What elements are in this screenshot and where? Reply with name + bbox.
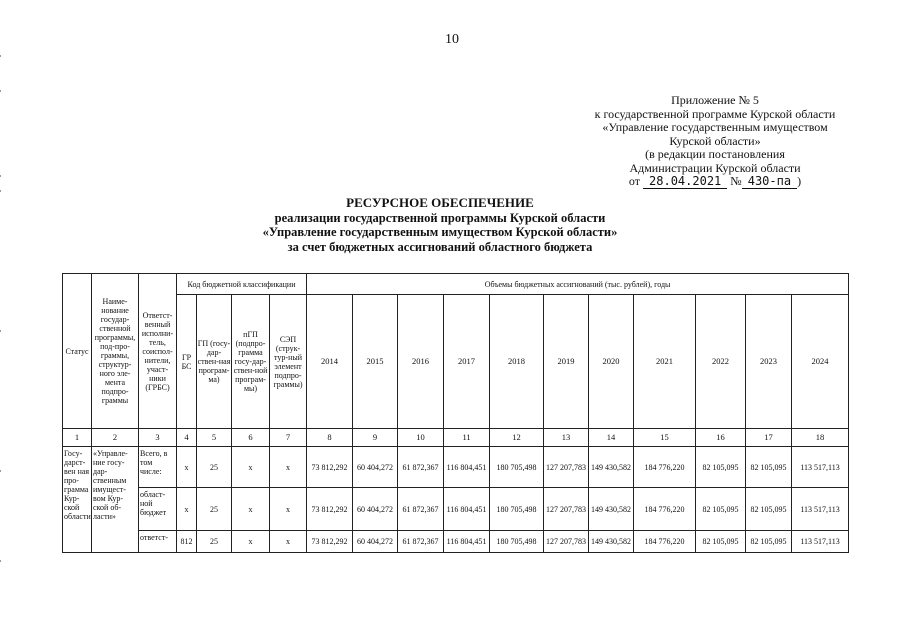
row-grbs: x <box>177 447 197 488</box>
row-value: 60 404,272 <box>353 531 398 553</box>
column-number: 7 <box>270 429 307 447</box>
row-gp: 25 <box>197 531 232 553</box>
header-pgp: пГП (подпро-грамма госу-дар-ствен-ной програм-мы) <box>232 295 270 429</box>
row-value: 180 705,498 <box>490 531 544 553</box>
appendix-line: Курской области» <box>669 133 761 148</box>
row-responsible: ответст- <box>139 531 177 553</box>
column-number: 3 <box>139 429 177 447</box>
page-number: 10 <box>445 32 459 47</box>
row-value: 61 872,367 <box>398 488 444 531</box>
header-year: 2021 <box>634 295 696 429</box>
header-year: 2015 <box>353 295 398 429</box>
row-value: 82 105,095 <box>746 488 792 531</box>
appendix-line: Приложение № 5 <box>671 93 759 107</box>
row-sep: x <box>270 447 307 488</box>
row-value: 73 812,292 <box>307 531 353 553</box>
row-value: 180 705,498 <box>490 488 544 531</box>
row-value: 60 404,272 <box>353 488 398 531</box>
row-value: 82 105,095 <box>696 447 746 488</box>
close-paren: ) <box>797 174 802 188</box>
appendix-line: (в редакции постановления <box>645 147 785 161</box>
header-year: 2019 <box>544 295 589 429</box>
row-value: 82 105,095 <box>746 447 792 488</box>
row-value: 82 105,095 <box>696 488 746 531</box>
row-pgp: x <box>232 531 270 553</box>
column-number: 16 <box>696 429 746 447</box>
row-value: 113 517,113 <box>792 447 849 488</box>
header-year: 2016 <box>398 295 444 429</box>
header-gp: ГП (госу-дар-ствен-ная програм-ма) <box>197 295 232 429</box>
row-grbs: 812 <box>177 531 197 553</box>
row-value: 184 776,220 <box>634 488 696 531</box>
appendix-line: «Управление государственным имуществом <box>602 120 828 134</box>
row-pgp: x <box>232 488 270 531</box>
header-status: Статус <box>63 274 92 429</box>
row-value: 116 804,451 <box>444 531 490 553</box>
column-number: 11 <box>444 429 490 447</box>
row-value: 116 804,451 <box>444 447 490 488</box>
column-number: 5 <box>197 429 232 447</box>
row-value: 149 430,582 <box>589 531 634 553</box>
row-responsible: област-ной бюджет <box>139 488 177 531</box>
row-gp: 25 <box>197 488 232 531</box>
column-number: 2 <box>92 429 139 447</box>
row-value: 149 430,582 <box>589 447 634 488</box>
title-main: РЕСУРСНОЕ ОБЕСПЕЧЕНИЕ <box>346 195 534 210</box>
table-row <box>63 447 849 488</box>
row-value: 113 517,113 <box>792 488 849 531</box>
header-sep: СЭП (струк-тур-ный элемент подпро-граммы) <box>270 295 307 429</box>
appendix-line: Администрации Курской области <box>629 160 801 175</box>
row-value: 127 207,783 <box>544 488 589 531</box>
resolution-date: 28.04.2021 <box>643 174 727 189</box>
row-status: Госу-дарст-вен ная про-грамма Кур-ской области <box>63 447 92 553</box>
row-grbs: x <box>177 488 197 531</box>
row-sep: x <box>270 531 307 553</box>
row-pgp: x <box>232 447 270 488</box>
header-code-group: Код бюджетной классификации <box>177 274 307 295</box>
page-edge-marks <box>0 0 2 640</box>
header-year: 2018 <box>490 295 544 429</box>
row-value: 73 812,292 <box>307 488 353 531</box>
appendix-date-line <box>560 175 870 189</box>
resource-table <box>62 273 849 553</box>
row-value: 113 517,113 <box>792 531 849 553</box>
column-number: 12 <box>490 429 544 447</box>
table-row <box>63 531 849 553</box>
column-number: 14 <box>589 429 634 447</box>
row-value: 127 207,783 <box>544 531 589 553</box>
header-year: 2024 <box>792 295 849 429</box>
row-value: 61 872,367 <box>398 531 444 553</box>
column-number: 9 <box>353 429 398 447</box>
header-year: 2023 <box>746 295 792 429</box>
row-value: 180 705,498 <box>490 447 544 488</box>
header-volumes-group: Объемы бюджетных ассигнований (тыс. рублей), годы <box>307 274 849 295</box>
column-number: 15 <box>634 429 696 447</box>
title-line: «Управление государственным имуществом Курской области» <box>262 225 618 239</box>
header-year: 2020 <box>589 295 634 429</box>
row-value: 184 776,220 <box>634 447 696 488</box>
appendix-line: к государственной программе Курской области <box>594 106 836 121</box>
row-value: 184 776,220 <box>634 531 696 553</box>
header-year: 2022 <box>696 295 746 429</box>
row-value: 82 105,095 <box>696 531 746 553</box>
resolution-number: 430-па <box>742 174 797 189</box>
table-row <box>63 488 849 531</box>
row-value: 73 812,292 <box>307 447 353 488</box>
column-number: 1 <box>63 429 92 447</box>
document-title <box>200 196 680 254</box>
title-line: реализации государственной программы Курской области <box>274 210 606 225</box>
header-year: 2017 <box>444 295 490 429</box>
column-number: 17 <box>746 429 792 447</box>
header-responsible: Ответст-венный исполни-тель, соиспол-нители, участ-ники (ГРБС) <box>139 274 177 429</box>
row-value: 60 404,272 <box>353 447 398 488</box>
row-value: 61 872,367 <box>398 447 444 488</box>
column-number: 13 <box>544 429 589 447</box>
row-value: 116 804,451 <box>444 488 490 531</box>
row-value: 82 105,095 <box>746 531 792 553</box>
column-number: 10 <box>398 429 444 447</box>
row-responsible: Всего, в том числе: <box>139 447 177 488</box>
date-prefix: от <box>628 174 641 188</box>
header-year: 2014 <box>307 295 353 429</box>
row-name: «Управле-ние госу-дар-ственным имущест-вом Кур-ской об-ласти» <box>92 447 139 553</box>
column-number: 6 <box>232 429 270 447</box>
row-gp: 25 <box>197 447 232 488</box>
column-number: 8 <box>307 429 353 447</box>
header-grbs: ГР БС <box>177 295 197 429</box>
appendix-block <box>560 94 870 189</box>
column-number: 4 <box>177 429 197 447</box>
column-number: 18 <box>792 429 849 447</box>
header-name: Наиме-нование государ-ственной программы, под-про-граммы, структур-ного эле-мента подпро-граммы <box>92 274 139 429</box>
row-value: 127 207,783 <box>544 447 589 488</box>
row-value: 149 430,582 <box>589 488 634 531</box>
row-sep: x <box>270 488 307 531</box>
number-prefix: № <box>730 174 742 188</box>
title-line: за счет бюджетных ассигнований областного бюджета <box>287 239 593 254</box>
